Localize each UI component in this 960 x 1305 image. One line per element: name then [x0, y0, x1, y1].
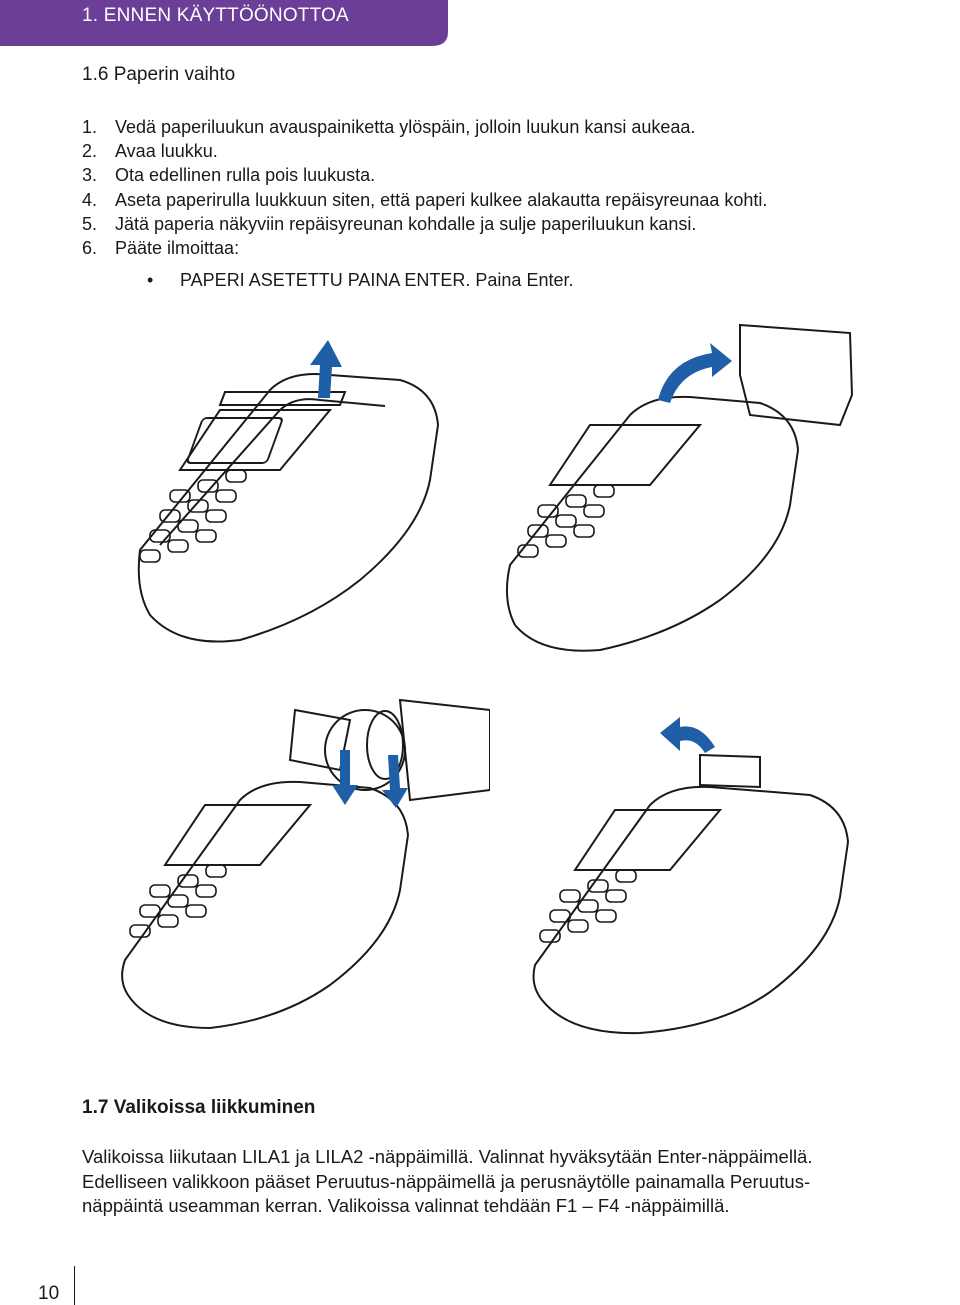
terminal-illustration-close-lid — [520, 715, 880, 1035]
step-item: 4. Aseta paperirulla luukkuun siten, että paperi kulkee alakautta repäisyreunaa kohti. — [82, 189, 768, 210]
chapter-banner — [0, 0, 960, 48]
arrow-down-icon — [332, 750, 408, 808]
section-title-paper: 1.6 Paperin vaihto — [82, 64, 236, 85]
page-number: 10 — [38, 1283, 60, 1304]
terminal-illustration-open-lever — [120, 330, 460, 660]
section-title-menu: 1.7 Valikoissa liikkuminen — [82, 1097, 316, 1118]
keypad — [540, 870, 636, 942]
bullet-item: • PAPERI ASETETTU PAINA ENTER. Paina Enter. — [147, 270, 574, 290]
step-item: 5. Jätä paperia näkyviin repäisyreunan kohdalle ja sulje paperiluukun kansi. — [82, 213, 697, 234]
step-list — [82, 115, 767, 260]
step-item: 1. Vedä paperiluukun avauspainiketta ylöspäin, jolloin luukun kansi aukeaa. — [82, 117, 696, 137]
keypad — [130, 865, 226, 937]
menu-paragraph-text: Valikoissa liikutaan LILA1 ja LILA2 -näppäimillä. Valinnat hyväksytään Enter-näppäimellä. Edelliseen valikkoon pääset Peruutus-näppäimellä ja perusnäytölle painamalla Peruutus-näppäintä useamman kerran. Valikoissa valinnat tehdään F1 – F4 -näppäimillä. — [82, 1146, 813, 1216]
arrow-up-icon — [310, 340, 342, 398]
terminal-illustration-insert-roll — [110, 690, 490, 1030]
step-item: 6. Pääte ilmoittaa: — [82, 238, 240, 259]
step-item: 3. Ota edellinen rulla pois luukusta. — [82, 165, 376, 186]
menu-paragraph — [82, 1145, 842, 1219]
step-item: 2. Avaa luukku. — [82, 141, 218, 162]
arrow-curved-icon — [658, 343, 732, 403]
terminal-illustration-open-lid — [490, 315, 870, 660]
chapter-title: 1. ENNEN KÄYTTÖÖNOTTOA — [82, 5, 349, 26]
page-number-divider — [74, 1266, 75, 1305]
arrow-curved-back-icon — [660, 717, 715, 753]
